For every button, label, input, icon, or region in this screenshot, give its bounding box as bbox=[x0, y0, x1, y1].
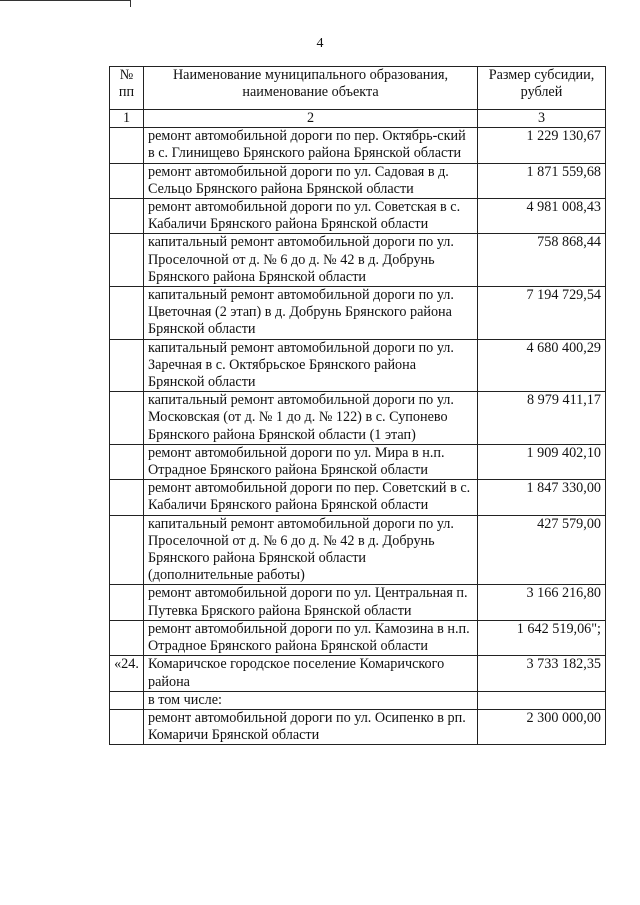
row-number bbox=[110, 339, 144, 392]
subsidy-amount: 1 229 130,67 bbox=[478, 128, 606, 163]
row-number bbox=[110, 691, 144, 709]
table-row bbox=[110, 691, 606, 709]
subsidy-amount: 1 847 330,00 bbox=[478, 480, 606, 515]
row-number bbox=[110, 128, 144, 163]
header-name: Наименование муниципального образования, наименование объекта bbox=[144, 67, 478, 110]
column-number-row bbox=[110, 110, 606, 128]
table-row bbox=[110, 620, 606, 655]
header-amount: Размер субсидии, рублей bbox=[478, 67, 606, 110]
table-row bbox=[110, 128, 606, 163]
subsidy-amount: 3 166 216,80 bbox=[478, 585, 606, 620]
object-name: капитальный ремонт автомобильной дороги по ул. Московская (от д. № 1 до д. № 122) в с. Супонево Брянского района Брянской области (1 этап) bbox=[144, 392, 478, 445]
table-row bbox=[110, 709, 606, 744]
subsidy-amount: 1 909 402,10 bbox=[478, 444, 606, 479]
table-row bbox=[110, 480, 606, 515]
subsidy-amount: 3 733 182,35 bbox=[478, 656, 606, 691]
page-number: 4 bbox=[316, 36, 324, 51]
object-name: ремонт автомобильной дороги по ул. Центральная п. Путевка Бряского района Брянской области bbox=[144, 585, 478, 620]
row-number bbox=[110, 392, 144, 445]
row-number bbox=[110, 163, 144, 198]
subsidy-amount: 758 868,44 bbox=[478, 234, 606, 287]
table-row bbox=[110, 234, 606, 287]
table-header-row bbox=[110, 67, 606, 110]
row-number bbox=[110, 480, 144, 515]
row-number bbox=[110, 515, 144, 585]
table-row bbox=[110, 339, 606, 392]
row-number: «24. bbox=[110, 656, 144, 691]
column-number-2: 2 bbox=[144, 110, 478, 128]
subsidy-amount: 1 871 559,68 bbox=[478, 163, 606, 198]
object-name: в том числе: bbox=[144, 691, 478, 709]
subsidy-amount: 1 642 519,06"; bbox=[478, 620, 606, 655]
row-number bbox=[110, 234, 144, 287]
table-row bbox=[110, 392, 606, 445]
subsidy-amount: 7 194 729,54 bbox=[478, 287, 606, 340]
scan-corner-mark bbox=[0, 0, 131, 7]
object-name: капитальный ремонт автомобильной дороги по ул. Проселочной от д. № 6 до д. № 42 в д. Добрунь Брянского района Брянской области bbox=[144, 234, 478, 287]
object-name: ремонт автомобильной дороги по пер. Советский в с. Кабаличи Брянского района Брянской области bbox=[144, 480, 478, 515]
subsidy-amount: 2 300 000,00 bbox=[478, 709, 606, 744]
table-row bbox=[110, 656, 606, 691]
object-name: ремонт автомобильной дороги по ул. Мира в н.п. Отрадное Брянского района Брянской области bbox=[144, 444, 478, 479]
table-row bbox=[110, 199, 606, 234]
table-row bbox=[110, 287, 606, 340]
table-row bbox=[110, 515, 606, 585]
row-number bbox=[110, 199, 144, 234]
subsidy-table bbox=[109, 66, 606, 745]
column-number-3: 3 bbox=[478, 110, 606, 128]
object-name: ремонт автомобильной дороги по пер. Октябрь-ский в с. Глинищево Брянского района Брянской области bbox=[144, 128, 478, 163]
row-number bbox=[110, 287, 144, 340]
subsidy-amount: 8 979 411,17 bbox=[478, 392, 606, 445]
object-name: капитальный ремонт автомобильной дороги по ул. Заречная в с. Октябрьское Брянского района Брянской области bbox=[144, 339, 478, 392]
row-number bbox=[110, 444, 144, 479]
subsidy-amount: 4 680 400,29 bbox=[478, 339, 606, 392]
header-number: № пп bbox=[110, 67, 144, 110]
table-row bbox=[110, 444, 606, 479]
subsidy-amount: 4 981 008,43 bbox=[478, 199, 606, 234]
subsidy-amount bbox=[478, 691, 606, 709]
table-row bbox=[110, 163, 606, 198]
object-name: Комаричское городское поселение Комаричского района bbox=[144, 656, 478, 691]
row-number bbox=[110, 620, 144, 655]
row-number bbox=[110, 585, 144, 620]
object-name: ремонт автомобильной дороги по ул. Советская в с. Кабаличи Брянского района Брянской области bbox=[144, 199, 478, 234]
column-number-1: 1 bbox=[110, 110, 144, 128]
object-name: ремонт автомобильной дороги по ул. Осипенко в рп. Комаричи Брянской области bbox=[144, 709, 478, 744]
object-name: капитальный ремонт автомобильной дороги по ул. Проселочной от д. № 6 до д. № 42 в д. Добрунь Брянского района Брянской области (дополнительные работы) bbox=[144, 515, 478, 585]
subsidy-amount: 427 579,00 bbox=[478, 515, 606, 585]
object-name: ремонт автомобильной дороги по ул. Камозина в н.п. Отрадное Брянского района Брянской области bbox=[144, 620, 478, 655]
row-number bbox=[110, 709, 144, 744]
table-row bbox=[110, 585, 606, 620]
object-name: ремонт автомобильной дороги по ул. Садовая в д. Сельцо Брянского района Брянской области bbox=[144, 163, 478, 198]
object-name: капитальный ремонт автомобильной дороги по ул. Цветочная (2 этап) в д. Добрунь Брянского района Брянской области bbox=[144, 287, 478, 340]
